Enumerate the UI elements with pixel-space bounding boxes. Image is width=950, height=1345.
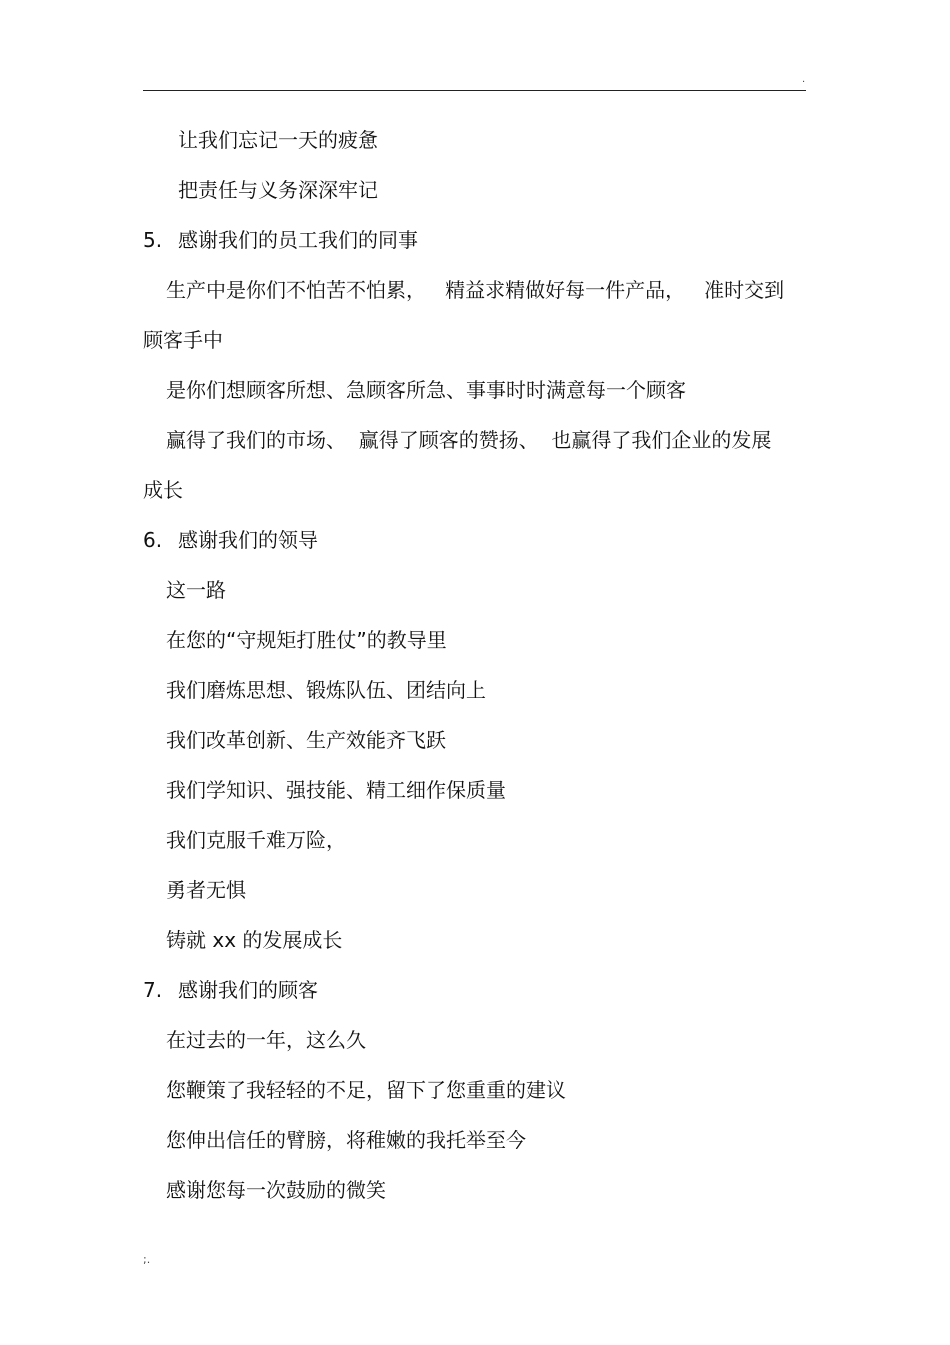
paragraph-line: 生产中是你们不怕苦不怕累， 精益求精做好每一件产品， 准时交到 bbox=[166, 278, 785, 302]
section-title: 感谢我们的领导 bbox=[178, 528, 318, 552]
header-rule bbox=[143, 90, 806, 91]
verse-line: 把责任与义务深深牢记 bbox=[178, 178, 378, 202]
verse-line: 我们克服千难万险， bbox=[166, 828, 346, 852]
verse-line: 勇者无惧 bbox=[166, 878, 246, 902]
header-mark: . bbox=[802, 74, 806, 85]
paragraph-continuation: 顾客手中 bbox=[143, 328, 223, 352]
section-heading-7 bbox=[143, 965, 806, 1015]
section-number: 6. bbox=[143, 528, 163, 552]
verse-line: 在您的“守规矩打胜仗”的教导里 bbox=[166, 628, 447, 652]
verse-line: 感谢您每一次鼓励的微笑 bbox=[166, 1178, 386, 1202]
paragraph-continuation: 成长 bbox=[143, 478, 183, 502]
verse-line: 铸就 xx 的发展成长 bbox=[166, 928, 343, 952]
verse-line: 我们学知识、强技能、精工细作保质量 bbox=[166, 778, 506, 802]
verse-line: 这一路 bbox=[166, 578, 226, 602]
section-heading-5 bbox=[143, 215, 806, 265]
section-heading-6 bbox=[143, 515, 806, 565]
section-title: 感谢我们的员工我们的同事 bbox=[178, 228, 418, 252]
verse-line: 我们改革创新、生产效能齐飞跃 bbox=[166, 728, 446, 752]
section-number: 5. bbox=[143, 228, 163, 252]
verse-line: 您鞭策了我轻轻的不足，留下了您重重的建议 bbox=[166, 1078, 566, 1102]
section-title: 感谢我们的顾客 bbox=[178, 978, 318, 1002]
document-body bbox=[143, 115, 806, 1215]
verse-line: 在过去的一年，这么久 bbox=[166, 1028, 366, 1052]
verse-line: 让我们忘记一天的疲惫 bbox=[178, 128, 378, 152]
paragraph-line: 是你们想顾客所想、急顾客所急、事事时时满意每一个顾客 bbox=[166, 378, 686, 402]
paragraph-line: 赢得了我们的市场、 赢得了顾客的赞扬、 也赢得了我们企业的发展 bbox=[166, 428, 772, 452]
footer-mark: ;. bbox=[143, 1253, 151, 1266]
verse-line: 您伸出信任的臂膀，将稚嫩的我托举至今 bbox=[166, 1128, 526, 1152]
verse-line: 我们磨炼思想、锻炼队伍、团结向上 bbox=[166, 678, 486, 702]
section-number: 7. bbox=[143, 978, 163, 1002]
